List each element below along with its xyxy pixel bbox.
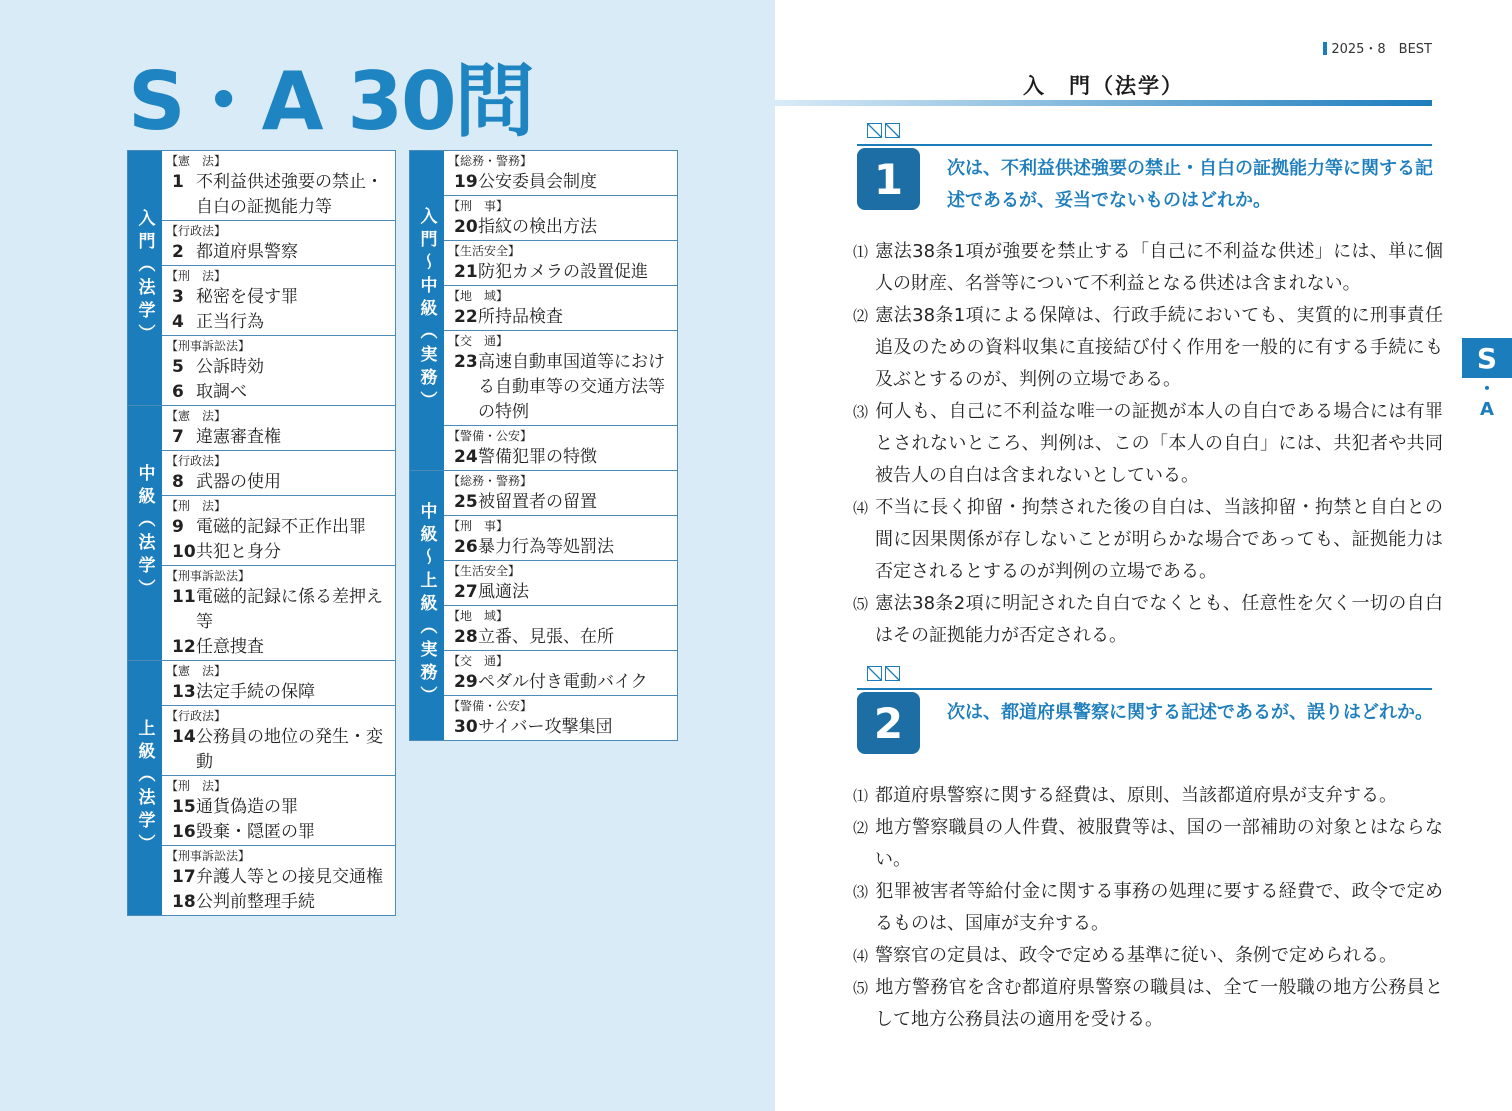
category-label: 【刑事訴訟法】 (166, 339, 251, 353)
option-text: 何人も、自己に不利益な唯一の証拠が本人の自白である場合には有罪とされないところ、判例は、この「本人の自白」には、共犯者や共同被告人の自白は含まれないとしている。 (875, 401, 1443, 486)
category-label: 【行政法】 (166, 454, 227, 468)
toc-item-text: 共犯と身分 (196, 542, 281, 562)
category-label: 【警備・公安】 (448, 699, 533, 713)
toc-item-text: 都道府県警察 (196, 242, 298, 262)
toc-item-number: 14 (172, 727, 196, 747)
toc-item (448, 715, 673, 740)
category-label: 【交 通】 (448, 334, 509, 348)
toc-group (410, 151, 677, 471)
toc-group-label-text: 中級〜上級（実務） (416, 502, 437, 709)
toc-item-number: 25 (454, 492, 478, 512)
toc-item-number: 24 (454, 447, 478, 467)
toc-group (410, 471, 677, 740)
option-text: 憲法38条2項に明記された自白でなくとも、任意性を欠く一切の自白はその証拠能力が否定される。 (875, 593, 1443, 646)
category-label: 【生活安全】 (448, 564, 521, 578)
option-text: 憲法38条1項による保障は、行政手続においても、実質的に刑事責任追及のための資料収集に直接結び付く作用を一般的に有する手続にも及ぶとするのが、判例の立場である。 (875, 305, 1443, 390)
toc-item-number: 29 (454, 672, 478, 692)
option-5 (853, 972, 1443, 1036)
option-text: 都道府県警察に関する経費は、原則、当該都道府県が支弁する。 (875, 785, 1397, 806)
toc-item (166, 820, 391, 845)
toc-group-label-text: 入門（法学） (134, 209, 155, 347)
category-label: 【憲 法】 (166, 664, 227, 678)
toc-category (444, 651, 677, 696)
q1-options (853, 236, 1443, 652)
option-1 (853, 780, 1443, 812)
toc-category (162, 221, 395, 266)
q1-stem: 次は、不利益供述強要の禁止・自白の証拠能力等に関する記述であるが、妥当でないものはどれか。 (947, 158, 1433, 211)
q1-check-boxes[interactable] (867, 123, 900, 138)
option-number: ⑷ (853, 499, 869, 517)
category-label: 【地 域】 (448, 289, 509, 303)
toc-item-number: 23 (454, 352, 478, 372)
toc-item (448, 580, 673, 605)
category-label: 【生活安全】 (448, 244, 521, 258)
toc-item-number: 22 (454, 307, 478, 327)
toc-item-text: 警備犯罪の特徴 (478, 447, 597, 467)
toc-item-text: 風適法 (478, 582, 529, 602)
category-label: 【行政法】 (166, 224, 227, 238)
check-box-2[interactable] (885, 123, 900, 138)
toc-item-number: 15 (172, 797, 196, 817)
toc-item-text: 毀棄・隠匿の罪 (196, 822, 315, 842)
toc-item (166, 540, 391, 565)
toc-group-label-text: 上級（法学） (134, 719, 155, 857)
toc-category (444, 196, 677, 241)
toc-item (448, 670, 673, 695)
toc-category (162, 496, 395, 566)
toc-item (448, 445, 673, 470)
q2-number-badge: 2 (857, 692, 920, 754)
toc-category (162, 706, 395, 776)
category-label: 【憲 法】 (166, 409, 227, 423)
toc-item-number: 3 (172, 287, 184, 307)
right-page (775, 0, 1512, 1111)
option-text: 警察官の定員は、政令で定める基準に従い、条例で定められる。 (875, 945, 1397, 966)
q2-check-boxes[interactable] (867, 666, 900, 681)
side-tab-letter: A (1480, 399, 1494, 420)
toc-item-text: 武器の使用 (196, 472, 281, 492)
toc-item-text: 公安委員会制度 (478, 172, 597, 192)
toc-item-number: 28 (454, 627, 478, 647)
q2-options (853, 780, 1443, 1036)
option-text: 地方警務官を含む都道府県警察の職員は、全て一般職の地方公務員として地方公務員法の適用を受ける。 (875, 977, 1443, 1030)
option-3 (853, 396, 1443, 492)
category-label: 【行政法】 (166, 709, 227, 723)
toc-category (444, 696, 677, 740)
toc-group (128, 151, 395, 406)
toc-category (162, 566, 395, 660)
option-2 (853, 812, 1443, 876)
toc-item (448, 535, 673, 560)
toc-item (448, 490, 673, 515)
toc-item-text: 違憲審査権 (196, 427, 281, 447)
option-number: ⑷ (853, 947, 869, 965)
toc-category (162, 151, 395, 221)
toc-group-label (410, 151, 444, 470)
toc-item-text: 取調べ (196, 382, 247, 402)
toc-item (166, 725, 391, 775)
option-4 (853, 492, 1443, 588)
toc-item-number: 10 (172, 542, 196, 562)
side-tab-rest (1462, 380, 1512, 420)
toc-item-text: 電磁的記録に係る差押え等 (196, 587, 383, 632)
toc-item (166, 795, 391, 820)
option-text: 犯罪被害者等給付金に関する事務の処理に要する経費で、政令で定めるものは、国庫が支弁する。 (875, 881, 1443, 934)
option-text: 地方警察職員の人件費、被服費等は、国の一部補助の対象とはならない。 (875, 817, 1443, 870)
toc-category (162, 451, 395, 496)
toc-item-text: 秘密を侵す罪 (196, 287, 298, 307)
toc-item (166, 285, 391, 310)
option-text: 不当に長く抑留・拘禁された後の自白は、当該抑留・拘禁と自白との間に因果関係が存しないことが明らかな場合であっても、証拠能力は否定されるとするのが判例の立場である。 (875, 497, 1443, 582)
option-number: ⑴ (853, 243, 869, 261)
side-tab: S (1462, 338, 1512, 378)
toc-item-text: 高速自動車国道等における自動車等の交通方法等の特例 (478, 352, 665, 422)
option-1 (853, 236, 1443, 300)
toc-item-text: 電磁的記録不正作出罪 (196, 517, 366, 537)
toc-item-text: 公訴時効 (196, 357, 264, 377)
toc-item-text: 法定手続の保障 (196, 682, 315, 702)
toc-item (166, 680, 391, 705)
toc-item-text: 弁護人等との接見交通権 (196, 867, 383, 887)
toc-item-number: 12 (172, 637, 196, 657)
toc-group-label-text: 中級（法学） (134, 464, 155, 602)
toc-group-label (128, 151, 162, 405)
toc-item-number: 8 (172, 472, 184, 492)
option-number: ⑵ (853, 307, 869, 325)
toc-item (448, 625, 673, 650)
option-2 (853, 300, 1443, 396)
option-number: ⑴ (853, 787, 869, 805)
toc-item-text: 公務員の地位の発生・変動 (196, 727, 383, 772)
toc-group-label-text: 入門〜中級（実務） (416, 207, 437, 414)
toc-item (166, 355, 391, 380)
toc-item (448, 260, 673, 285)
category-label: 【総務・警務】 (448, 154, 533, 168)
toc-item (166, 515, 391, 540)
book-info-text: 2025・8 BEST (1331, 42, 1432, 57)
toc-item (448, 305, 673, 330)
category-label: 【地 域】 (448, 609, 509, 623)
toc-item-text: 公判前整理手続 (196, 892, 315, 912)
toc-category (444, 516, 677, 561)
option-number: ⑶ (853, 403, 869, 421)
category-label: 【刑事訴訟法】 (166, 849, 251, 863)
toc-item-text: 正当行為 (196, 312, 264, 332)
side-tab-dot: ・ (1478, 379, 1496, 400)
category-label: 【憲 法】 (166, 154, 227, 168)
toc-item-number: 16 (172, 822, 196, 842)
toc-group-cells (444, 471, 677, 740)
toc-item (166, 310, 391, 335)
toc-item (166, 380, 391, 405)
toc-item-number: 6 (172, 382, 184, 402)
toc-group-cells (444, 151, 677, 470)
toc-item-number: 21 (454, 262, 478, 282)
toc-item-number: 7 (172, 427, 184, 447)
toc-item-text: ペダル付き電動バイク (478, 672, 648, 692)
toc-item (166, 240, 391, 265)
category-label: 【警備・公安】 (448, 429, 533, 443)
q2-stem: 次は、都道府県警察に関する記述であるが、誤りはどれか。 (947, 702, 1433, 723)
toc-item-text: 不利益供述強要の禁止・自白の証拠能力等 (196, 172, 383, 217)
toc-item-text: 立番、見張、在所 (478, 627, 614, 647)
category-label: 【刑 事】 (448, 199, 509, 213)
toc-item-number: 4 (172, 312, 184, 332)
option-number: ⑸ (853, 595, 869, 613)
q2-rule (857, 688, 1432, 690)
option-3 (853, 876, 1443, 940)
toc-column-1 (127, 150, 396, 916)
toc-category (444, 286, 677, 331)
toc-column-2 (409, 150, 678, 741)
toc-item-text: 所持品検査 (478, 307, 563, 327)
q1-number-badge: 1 (857, 148, 920, 210)
book-info-mark (1323, 42, 1327, 55)
toc-category (444, 561, 677, 606)
category-label: 【刑 法】 (166, 499, 227, 513)
toc-category (444, 241, 677, 286)
toc-item (448, 350, 673, 425)
toc-item-number: 30 (454, 717, 478, 737)
check-box-2[interactable] (885, 666, 900, 681)
check-box-1[interactable] (867, 666, 882, 681)
toc-group (128, 406, 395, 661)
q1-rule (857, 144, 1432, 146)
check-box-1[interactable] (867, 123, 882, 138)
toc-group-label (128, 406, 162, 660)
toc-item (166, 865, 391, 890)
toc-item-text: 指紋の検出方法 (478, 217, 597, 237)
toc-item (166, 470, 391, 495)
toc-item-number: 20 (454, 217, 478, 237)
toc-item (166, 170, 391, 220)
toc-item-number: 5 (172, 357, 184, 377)
toc-item-number: 19 (454, 172, 478, 192)
toc-item-number: 1 (172, 172, 184, 192)
option-number: ⑶ (853, 883, 869, 901)
toc-item (448, 215, 673, 240)
toc-item-number: 26 (454, 537, 478, 557)
option-number: ⑸ (853, 979, 869, 997)
category-label: 【刑 事】 (448, 519, 509, 533)
book-info (1323, 38, 1432, 57)
toc-item-number: 17 (172, 867, 196, 887)
toc-category (162, 661, 395, 706)
section-rule (775, 100, 1432, 106)
toc-category (162, 406, 395, 451)
toc-item-number: 2 (172, 242, 184, 262)
toc-item-text: 防犯カメラの設置促進 (478, 262, 648, 282)
toc-category (444, 471, 677, 516)
toc-item-number: 27 (454, 582, 478, 602)
toc-category (444, 426, 677, 470)
toc-item (166, 890, 391, 915)
toc-item-number: 11 (172, 587, 196, 607)
toc-category (162, 846, 395, 915)
option-4 (853, 940, 1443, 972)
toc-group-cells (162, 661, 395, 915)
option-5 (853, 588, 1443, 652)
toc-category (162, 266, 395, 336)
toc-item-text: サイバー攻撃集団 (478, 717, 613, 737)
toc-group-cells (162, 406, 395, 660)
category-label: 【交 通】 (448, 654, 509, 668)
option-text: 憲法38条1項が強要を禁止する「自己に不利益な供述」には、単に個人の財産、名誉等について不利益となる供述は含まれない。 (875, 241, 1443, 294)
toc-category (162, 776, 395, 846)
toc-group-cells (162, 151, 395, 405)
toc-item-number: 9 (172, 517, 184, 537)
toc-item-number: 18 (172, 892, 196, 912)
toc-group (128, 661, 395, 915)
toc-category (162, 336, 395, 405)
page-title: S・A 30問 (128, 55, 533, 148)
section-title: 入 門（法学） (1023, 74, 1184, 98)
toc-category (444, 151, 677, 196)
toc-item-text: 暴力行為等処罰法 (478, 537, 614, 557)
category-label: 【総務・警務】 (448, 474, 533, 488)
toc-item (166, 425, 391, 450)
category-label: 【刑事訴訟法】 (166, 569, 251, 583)
category-label: 【刑 法】 (166, 269, 227, 283)
toc-item-text: 通貨偽造の罪 (196, 797, 298, 817)
category-label: 【刑 法】 (166, 779, 227, 793)
toc-group-label (410, 471, 444, 740)
toc-category (444, 331, 677, 426)
toc-item-text: 被留置者の留置 (478, 492, 597, 512)
toc-item (448, 170, 673, 195)
toc-item-text: 任意捜査 (196, 637, 264, 657)
toc-group-label (128, 661, 162, 915)
toc-item (166, 635, 391, 660)
toc-item (166, 585, 391, 635)
toc-item-number: 13 (172, 682, 196, 702)
option-number: ⑵ (853, 819, 869, 837)
toc-category (444, 606, 677, 651)
